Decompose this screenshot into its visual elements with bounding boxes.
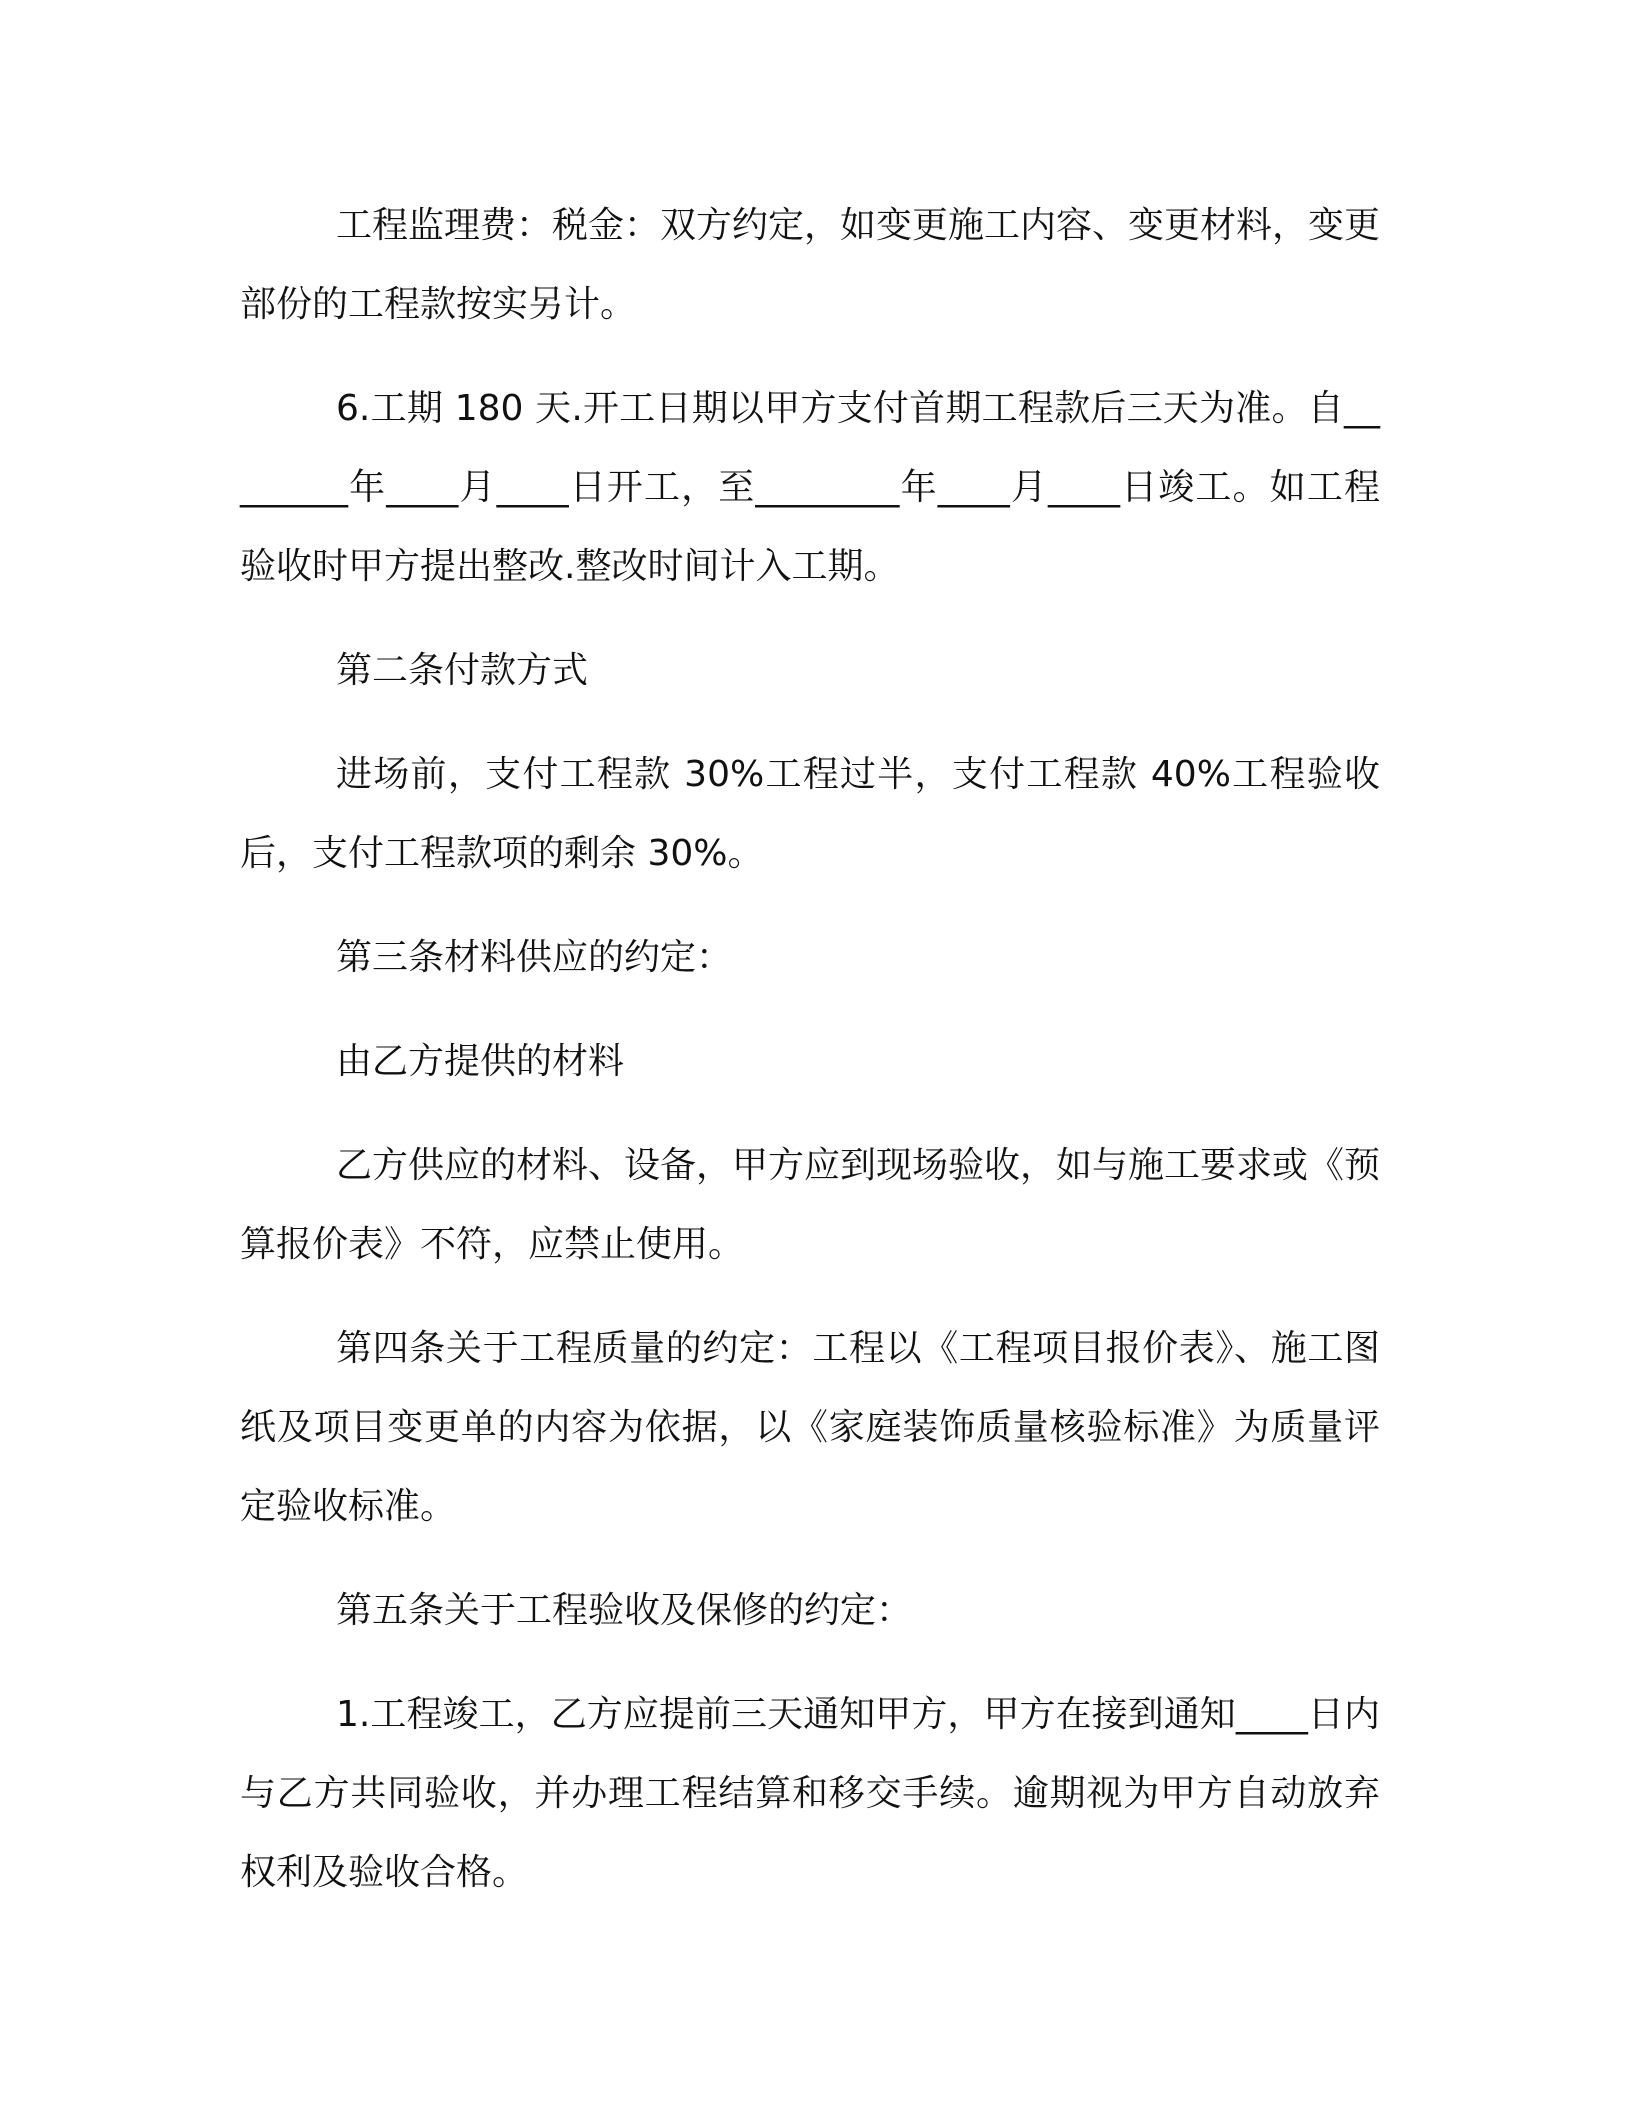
heading-article-3: 第三条材料供应的约定： xyxy=(336,937,733,978)
document-body xyxy=(240,186,1380,1937)
paragraph-construction-period: 6.工期 180 天.开工日期以甲方支付首期工程款后三天为准。自________年____月____日开工，至________年____月____日竣工。如工程验收时甲方提出整改.整改时间计入工期。 xyxy=(240,388,1380,587)
paragraph-material-inspection: 乙方供应的材料、设备，甲方应到现场验收，如与施工要求或《预算报价表》不符，应禁止使用。 xyxy=(240,1145,1381,1265)
heading-article-5: 第五条关于工程验收及保修的约定： xyxy=(336,1590,913,1631)
paragraph-payment-terms: 进场前，支付工程款 30%工程过半，支付工程款 40%工程验收后，支付工程款项的剩余 30%。 xyxy=(240,754,1380,874)
paragraph-supervision-fee: 工程监理费：税金：双方约定，如变更施工内容、变更材料，变更部份的工程款按实另计。 xyxy=(240,205,1381,325)
paragraph-article-4-quality: 第四条关于工程质量的约定：工程以《工程项目报价表》、施工图纸及项目变更单的内容为依据，以《家庭装饰质量核验标准》为质量评定验收标准。 xyxy=(240,1328,1380,1527)
paragraph-completion-acceptance: 1.工程竣工，乙方应提前三天通知甲方，甲方在接到通知____日内与乙方共同验收，并办理工程结算和移交手续。逾期视为甲方自动放弃权利及验收合格。 xyxy=(240,1694,1380,1893)
heading-article-2: 第二条付款方式 xyxy=(336,650,589,691)
paragraph-materials-by-b: 由乙方提供的材料 xyxy=(336,1041,625,1082)
